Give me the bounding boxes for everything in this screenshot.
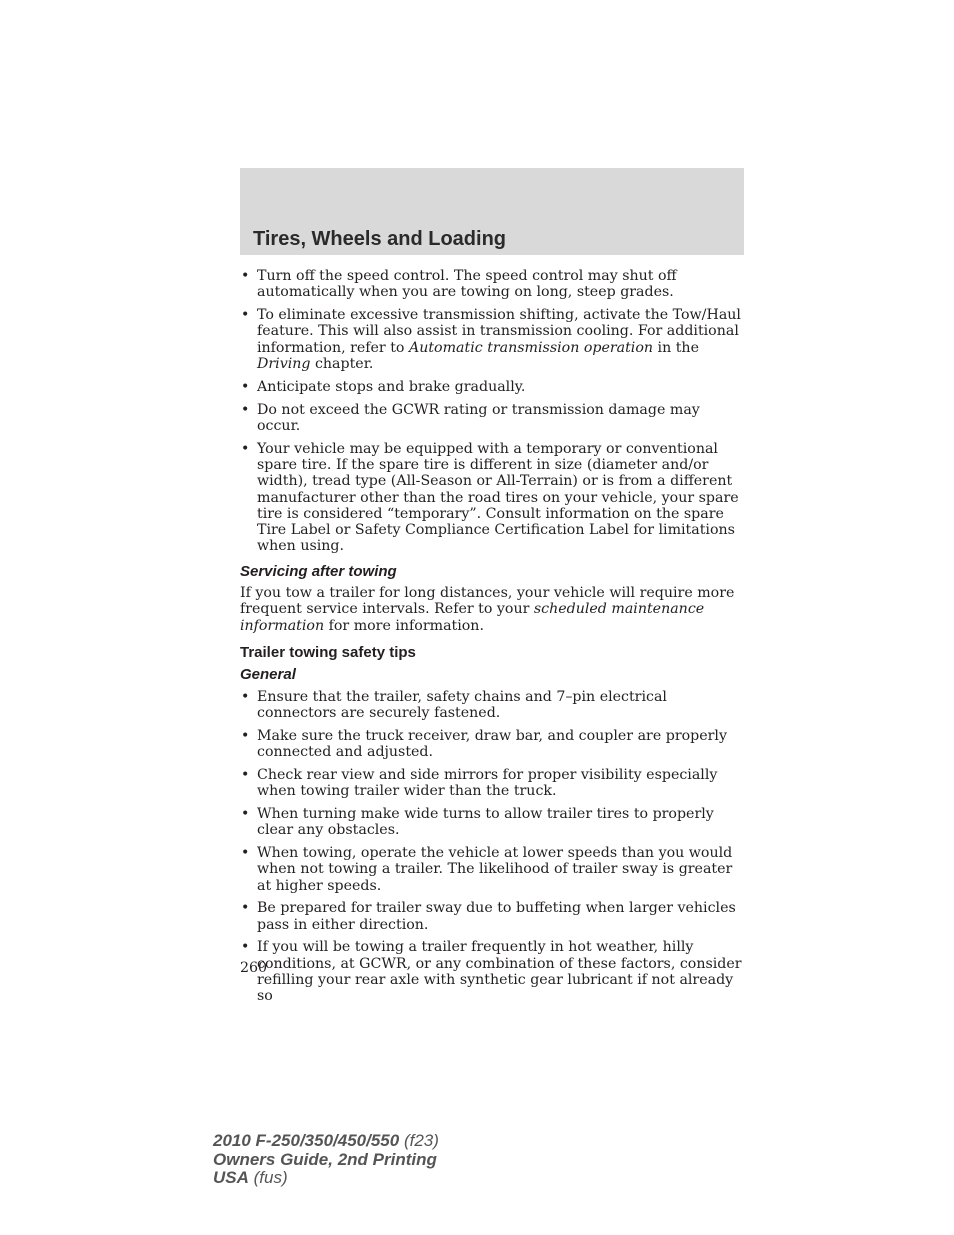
footer-model: 2010 F-250/350/450/550 (213, 1131, 400, 1150)
footer-line-model (213, 1132, 439, 1151)
list-item-text: chapter. (310, 355, 374, 372)
section-header-band (240, 168, 744, 255)
list-item: • Anticipate stops and brake gradually. (240, 379, 746, 395)
list-item: • When towing, operate the vehicle at lower speeds than you would when not towing a trailer. The likelihood of trailer sway is greater at higher speeds. (240, 845, 746, 894)
page-content (240, 268, 746, 1011)
list-item: • Turn off the speed control. The speed control may shut off automatically when you are towing on long, steep grades. (240, 268, 746, 301)
list-item: • If you will be towing a trailer frequently in hot weather, hilly conditions, at GCWR, or any combination of these factors, consider refilling your rear axle with synthetic gear lubricant if not already so (240, 939, 746, 1004)
footer-model-code: (f23) (399, 1131, 439, 1150)
servicing-heading: Servicing after towing (240, 562, 397, 580)
paragraph-text: If you tow a trailer for long distances, your vehicle will require more frequent service intervals. Refer to your (240, 585, 735, 618)
list-item-text: in the (653, 339, 699, 356)
footer-market-code: (fus) (248, 1168, 288, 1187)
list-item: • Ensure that the trailer, safety chains and 7–pin electrical connectors are securely fastened. (240, 689, 746, 722)
footer-market: USA (213, 1168, 249, 1187)
reference-driving-chapter: Driving (257, 355, 311, 372)
paragraph-text: for more information. (324, 617, 484, 634)
footer-line-printing: Owners Guide, 2nd Printing (213, 1149, 437, 1169)
section-title: Tires, Wheels and Loading (253, 228, 507, 250)
list-item: • Your vehicle may be equipped with a temporary or conventional spare tire. If the spare tire is different in size (diameter and/or width), tread type (All-Season or All-Terrain) or is from a different manufacturer other than the road tires on your vehicle, your spare tire is considered “temporary”. Consult information on the spare Tire Label or Safety Compliance Certification Label for limitations when using. (240, 441, 746, 555)
safety-tips-heading: Trailer towing safety tips (240, 643, 416, 661)
list-item-text: To eliminate excessive transmission shifting, activate the Tow/Haul feature. This will also assist in transmission cooling. For additional information, refer to (257, 307, 741, 356)
list-item: • Make sure the truck receiver, draw bar, and coupler are properly connected and adjusted. (240, 728, 746, 761)
list-item: • When turning make wide turns to allow trailer tires to properly clear any obstacles. (240, 806, 746, 839)
page-number: 260 (240, 960, 268, 976)
footer-line-market (213, 1169, 439, 1188)
safety-tips-list (240, 689, 746, 1005)
footer-publication-info (213, 1132, 439, 1188)
towing-tips-list (240, 268, 746, 555)
list-item: • Check rear view and side mirrors for proper visibility especially when towing trailer wider than the truck. (240, 767, 746, 800)
list-item (240, 307, 746, 372)
general-subheading: General (240, 666, 296, 684)
reference-scheduled-maintenance: scheduled maintenance information (240, 601, 705, 634)
servicing-paragraph (240, 585, 746, 634)
reference-automatic-transmission: Automatic transmission operation (408, 339, 654, 356)
list-item: • Do not exceed the GCWR rating or transmission damage may occur. (240, 402, 746, 435)
list-item: • Be prepared for trailer sway due to buffeting when larger vehicles pass in either direction. (240, 900, 746, 933)
